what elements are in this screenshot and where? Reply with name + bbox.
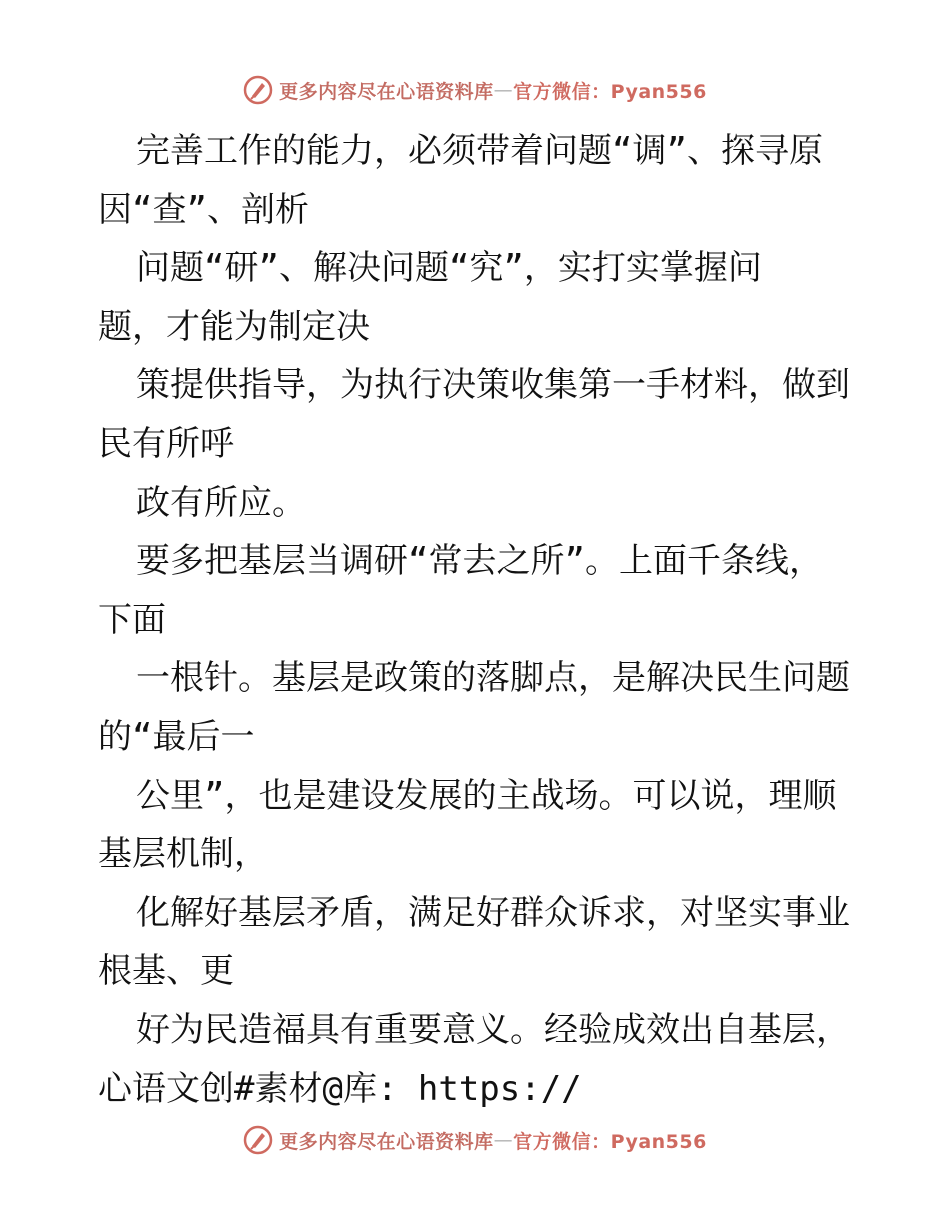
pen-seal-icon <box>243 75 273 105</box>
text-line: 一根针。基层是政策的落脚点，是解决民生问题 <box>136 658 850 699</box>
text-line: 因“查”、剖析 <box>98 189 309 230</box>
text-line: 问题“研”、解决问题“究”，实打实掌握问 <box>136 248 762 289</box>
watermark-contact-text: 官方微信：Pyan556 <box>513 80 707 103</box>
text-line: 化解好基层矛盾，满足好群众诉求，对坚实事业 <box>136 892 850 933</box>
text-line: 民有所呼 <box>98 423 234 464</box>
text-line: 心语文创#素材@库: https:// <box>98 1068 582 1109</box>
text-line: 根基、更 <box>98 951 234 992</box>
watermark-brand-text: 更多内容尽在心语资料库 <box>279 80 494 103</box>
text-line: 的“最后一 <box>98 716 255 757</box>
text-line: 下面 <box>98 599 166 640</box>
watermark-brand-text: 更多内容尽在心语资料库 <box>279 1130 494 1153</box>
watermark-contact-text: 官方微信：Pyan556 <box>513 1130 707 1153</box>
text-line: 基层机制， <box>98 834 268 875</box>
text-line: 好为民造福具有重要意义。经验成效出自基层， <box>136 1009 850 1050</box>
document-body <box>98 122 858 1118</box>
text-line: 要多把基层当调研“常去之所”。上面千条线， <box>136 541 823 582</box>
header-watermark <box>0 70 950 110</box>
text-line: 完善工作的能力，必须带着问题“调”、探寻原 <box>136 131 823 171</box>
text-line: 政有所应。 <box>136 482 306 523</box>
watermark-separator: — <box>493 1129 514 1151</box>
watermark-separator: — <box>493 79 514 101</box>
text-line: 公里”，也是建设发展的主战场。可以说，理顺 <box>136 775 837 816</box>
text-line: 题，才能为制定决 <box>98 306 370 347</box>
footer-watermark <box>0 1120 950 1160</box>
pen-seal-icon <box>243 1125 273 1155</box>
text-line: 策提供指导，为执行决策收集第一手材料，做到 <box>136 365 850 406</box>
